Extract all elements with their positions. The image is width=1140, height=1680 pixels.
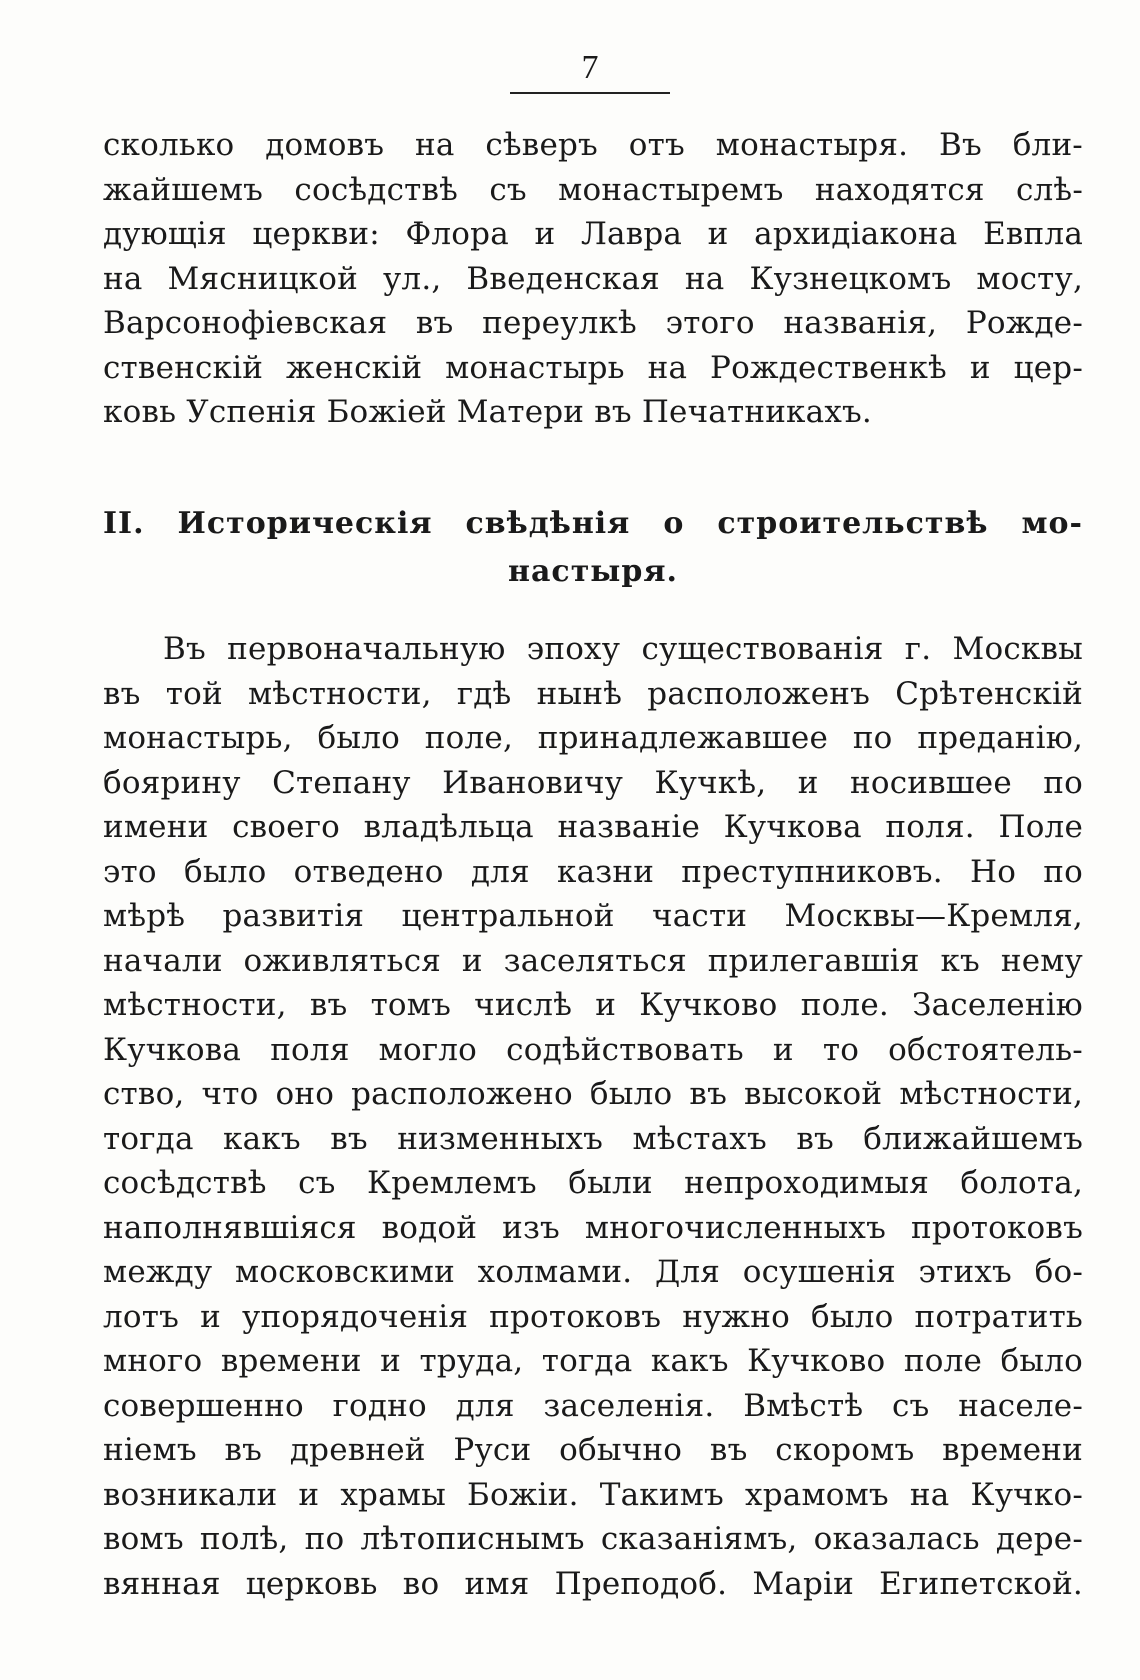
body-paragraph	[103, 627, 1083, 1606]
text-line: имени своего владѣльца названіе Кучкова поля. Поле	[103, 809, 1083, 845]
text-line: много времени и труда, тогда какъ Кучково поле было	[103, 1343, 1083, 1379]
text-line: между московскими холмами. Для осушенія этихъ бо-	[103, 1254, 1083, 1290]
text-line: боярину Степану Ивановичу Кучкѣ, и носившее по	[103, 764, 1083, 801]
section-heading-line: настыря.	[508, 554, 678, 589]
text-line: ковь Успенія Божіей Матери въ Печатникахъ.	[103, 394, 872, 430]
text-line: Кучкова поля могло содѣйствовать и то обстоятель-	[103, 1031, 1083, 1068]
text-line: Варсонофіевская въ переулкѣ этого названія, Рожде-	[103, 305, 1083, 341]
text-line: тогда какъ въ низменныхъ мѣстахъ въ ближайшемъ	[103, 1120, 1083, 1157]
text-line: это было отведено для казни преступниковъ. Но по	[103, 853, 1083, 890]
text-line: совершенно годно для заселенія. Вмѣстѣ съ населе-	[103, 1387, 1083, 1424]
text-line: сколько домовъ на сѣверъ отъ монастыря. Въ бли-	[103, 127, 1083, 163]
page-number: 7	[581, 49, 599, 86]
intro-paragraph	[103, 123, 1083, 435]
text-line: вянная церковь во имя Преподоб. Маріи Египетской.	[103, 1565, 1083, 1602]
text-line: Въ первоначальную эпоху существованія г. Москвы	[163, 631, 1083, 667]
page-number-rule	[510, 92, 670, 94]
text-line: ніемъ въ древней Руси обычно въ скоромъ времени	[103, 1432, 1083, 1468]
section-heading	[103, 500, 1083, 596]
text-line: монастырь, было поле, принадлежавшее по преданію,	[103, 720, 1083, 756]
text-line: сосѣдствѣ съ Кремлемъ были непроходимыя болота,	[103, 1165, 1083, 1201]
text-line: жайшемъ сосѣдствѣ съ монастыремъ находятся слѣ-	[103, 171, 1083, 208]
text-line: въ той мѣстности, гдѣ нынѣ расположенъ Срѣтенскій	[103, 675, 1083, 712]
text-line: мѣрѣ развитія центральной части Москвы—Кремля,	[103, 898, 1083, 934]
text-line: возникали и храмы Божіи. Такимъ храмомъ на Кучко-	[103, 1476, 1083, 1513]
section-heading-line: II. Историческія свѣдѣнія о строительствѣ мо-	[103, 506, 1083, 541]
text-line: на Мясницкой ул., Введенская на Кузнецкомъ мосту,	[103, 260, 1083, 297]
text-line: наполнявшіяся водой изъ многочисленныхъ протоковъ	[103, 1209, 1083, 1246]
text-line: лотъ и упорядоченія протоковъ нужно было потратить	[103, 1298, 1083, 1335]
text-line: начали оживляться и заселяться прилегавшія къ нему	[103, 942, 1083, 979]
text-line: вомъ полѣ, по лѣтописнымъ сказаніямъ, оказалась дере-	[103, 1521, 1083, 1557]
text-line: дующія церкви: Флора и Лавра и архидіакона Евпла	[103, 216, 1083, 252]
text-line: ственскій женскій монастырь на Рождественкѣ и цер-	[103, 349, 1083, 386]
text-line: ство, что оно расположено было въ высокой мѣстности,	[103, 1076, 1083, 1112]
text-line: мѣстности, въ томъ числѣ и Кучково поле. Заселенію	[103, 987, 1083, 1023]
